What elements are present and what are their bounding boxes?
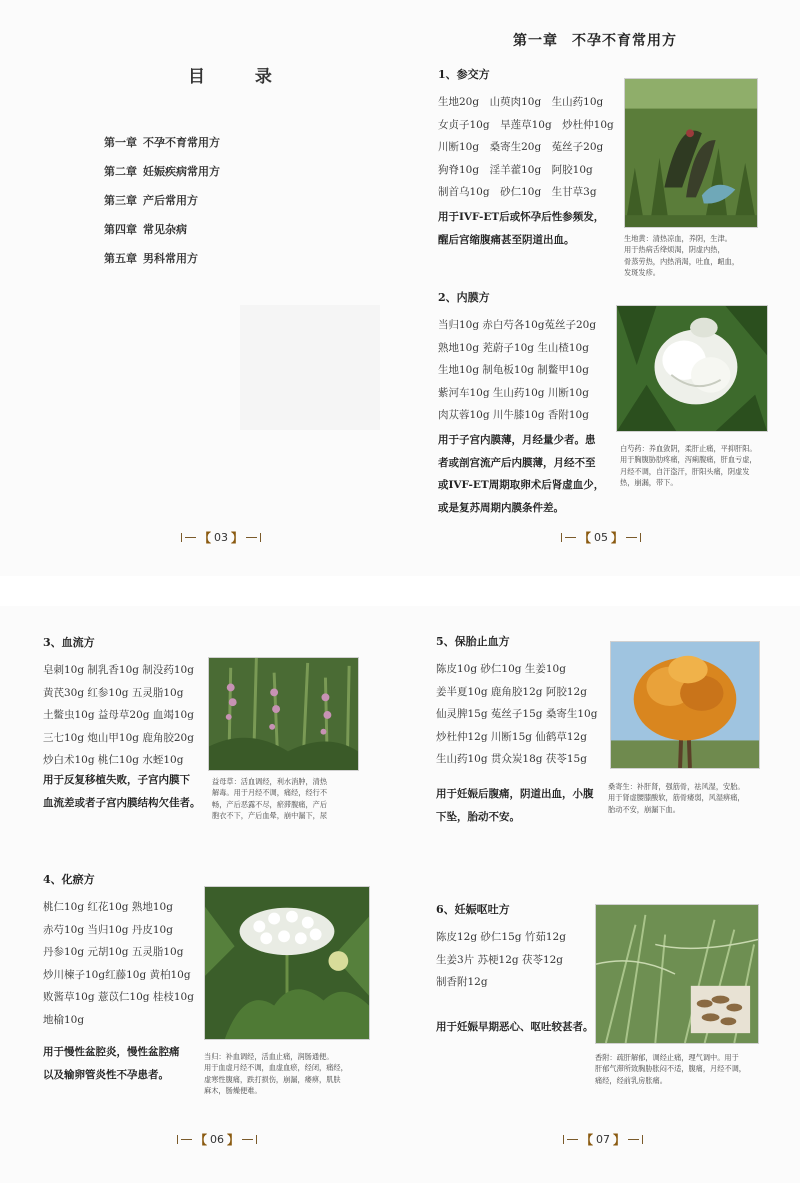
caption-line: 发斑发疹。: [624, 268, 660, 278]
ingredient-line: 三七10g 炮山甲10g 鹿角胶20g: [43, 731, 194, 744]
page-number: 【 06 】: [177, 1131, 257, 1148]
ingredient-line: 生地20g 山萸肉10g 生山药10g: [438, 96, 604, 108]
prescription-block: [43, 871, 194, 1031]
toc-chapter-label: 第二章: [104, 165, 137, 178]
caption-line: 痛经，经前乳房胀痛。: [595, 1075, 667, 1085]
usage-line: 用于妊娠早期恶心、呕吐较甚者。: [436, 1021, 594, 1033]
prescription-block: [438, 66, 614, 204]
ingredient-line: 炒川楝子10g红藤10g 黄柏10g: [43, 968, 191, 981]
toc-item[interactable]: [104, 244, 220, 273]
prescription-usage: [436, 1016, 594, 1039]
angelica-flower-photo: [204, 886, 370, 1040]
usage-line: 用于慢性盆腔炎，慢性盆腔痛: [43, 1046, 180, 1058]
toc-list: [104, 128, 220, 273]
usage-line: 用于IVF-ET后或怀孕后性参频发，: [438, 211, 605, 223]
toc-chapter-name: 不孕不育常用方: [143, 136, 220, 149]
bleed-through-shadow: [240, 305, 380, 430]
caption-line: 香附：疏肝解郁，调经止痛，理气调中。用于: [595, 1053, 739, 1062]
page-number-value: 05: [594, 531, 609, 544]
prescription-block: [43, 634, 194, 772]
white-peony-flower-photo: [616, 305, 768, 432]
ingredient-line: 熟地10g 茺蔚子10g 生山楂10g: [438, 341, 589, 354]
page-number-value: 06: [210, 1133, 225, 1146]
ingredient-line: 生姜3片 苏梗12g 茯苓12g: [436, 953, 564, 966]
page-06: [0, 606, 400, 1183]
usage-line: 用于反复移植失败，子宫内膜下: [43, 774, 190, 786]
ingredient-line: 皂刺10g 制乳香10g 制没药10g: [43, 664, 194, 676]
prescription-block: [438, 289, 596, 427]
usage-line: 以及输卵管炎性不孕患者。: [43, 1068, 169, 1081]
ingredient-line: 狗脊10g 淫羊藿10g 阿胶10g: [438, 163, 593, 176]
ingredient-line: 桃仁10g 红花10g 熟地10g: [43, 901, 173, 913]
caption-line: 热，崩漏，带下。: [620, 478, 678, 488]
page-number-value: 03: [214, 531, 229, 544]
ingredient-line: 仙灵脾15g 菟丝子15g 桑寄生10g: [436, 708, 598, 720]
usage-line: 或是复苏周期内膜条件差。: [438, 501, 564, 514]
caption-line: 麻木，肠燥便难。: [204, 1086, 262, 1096]
toc-chapter-label: 第四章: [104, 223, 137, 236]
prescription-title: 4、化瘀方: [43, 873, 95, 886]
ingredient-line: 黄芪30g 红参10g 五灵脂10g: [43, 686, 184, 699]
page-number: 【 05 】: [561, 529, 641, 546]
ingredient-line: 制首乌10g 砂仁10g 生甘草3g: [438, 186, 597, 198]
usage-line: 用于妊娠后腹痛，阴道出血，小腹: [436, 788, 594, 800]
page-07: [400, 606, 800, 1183]
cyperus-grass-photo: [595, 904, 759, 1044]
herb-caption: [608, 781, 778, 815]
prescription-usage: [436, 783, 594, 828]
caption-line: 胞衣不下，产后血晕，崩中漏下，尿: [212, 811, 328, 821]
page-number: 【 07 】: [563, 1131, 643, 1148]
caption-line: 当归：补血调经，活血止痛，润肠通便。: [204, 1052, 334, 1061]
herb-caption: [620, 443, 780, 489]
caption-line: 畅，产后恶露不尽，瘀滞腹痛，产后: [212, 799, 328, 809]
usage-line: 醒后宫缩腹痛甚至阴道出血。: [438, 233, 575, 246]
ingredient-line: 当归10g 赤白芍各10g菟丝子20g: [438, 319, 597, 331]
caption-line: 桑寄生：补肝肾，强筋骨，祛风湿，安胎。: [608, 782, 745, 791]
ingredient-line: 制香附12g: [436, 976, 488, 988]
herb-caption: [212, 776, 364, 822]
toc-item[interactable]: [104, 128, 220, 157]
page-gap: [0, 576, 800, 606]
usage-line: 血流差或者子宫内膜结构欠佳者。: [43, 796, 201, 809]
toc-item[interactable]: [104, 157, 220, 186]
usage-line: 者或剖宫流产后内膜薄，月经不至: [438, 456, 596, 469]
page-05: [400, 0, 800, 576]
ingredient-line: 女贞子10g 旱莲草10g 炒杜仲10g: [438, 118, 614, 131]
caption-line: 肝郁气滞所致胸胁胀闷不适，腹痛，月经不调，: [595, 1064, 746, 1074]
caption-line: 白芍药：养血敛阴，柔肝止痛，平抑肝阳。: [620, 444, 757, 453]
chapter-name: 不孕不育常用方: [572, 33, 677, 49]
caption-line: 解毒。用于月经不调，痛经，经行不: [212, 788, 328, 798]
ingredient-line: 川断10g 桑寄生20g 菟丝子20g: [438, 141, 604, 153]
caption-line: 用于胸腹胁肋疼痛，泻痢腹痛，肝血亏虚，: [620, 455, 757, 465]
motherwort-plant-photo: [208, 657, 359, 771]
caption-line: 月经不调，自汗盗汗，肝阳头痛，阴虚发: [620, 466, 750, 476]
prescription-usage: [43, 769, 201, 814]
ingredient-line: 炒杜仲12g 川断15g 仙鹤草12g: [436, 730, 587, 743]
caption-line: 生地黄：清热凉血，养阴，生津。: [624, 234, 732, 243]
caption-line: 虚寒性腹痛，跌打损伤，崩漏，痿痹，肌肤: [204, 1074, 341, 1084]
herb-caption: [624, 233, 774, 279]
prescription-usage: [43, 1041, 180, 1086]
toc-chapter-label: 第一章: [104, 136, 137, 149]
ingredient-line: 败酱草10g 薏苡仁10g 桂枝10g: [43, 991, 194, 1003]
rehmannia-plant-photo: [624, 78, 758, 228]
ingredient-line: 地榆10g: [43, 1013, 85, 1026]
chapter-number: 第一章: [513, 33, 558, 49]
usage-line: 下坠，胎动不安。: [436, 810, 520, 823]
toc-chapter-name: 妊娠疾病常用方: [143, 165, 220, 178]
toc-item[interactable]: [104, 186, 220, 215]
caption-line: 用于肾虚腰膝酸软，筋骨痿弱，风湿痹痛，: [608, 793, 745, 803]
herb-caption: [595, 1052, 773, 1086]
ingredient-line: 生山药10g 贯众炭18g 茯苓15g: [436, 753, 587, 765]
toc-chapter-name: 男科常用方: [143, 252, 198, 265]
toc-item[interactable]: [104, 215, 220, 244]
prescription-title: 5、保胎止血方: [436, 635, 510, 648]
ingredient-line: 肉苁蓉10g 川牛膝10g 香附10g: [438, 409, 589, 421]
prescription-title: 6、妊娠呕吐方: [436, 903, 510, 916]
caption-line: 用于血虚月经不调，血虚血瘀，经闭，痛经，: [204, 1063, 348, 1073]
ingredient-line: 丹参10g 元胡10g 五灵脂10g: [43, 946, 184, 958]
toc-chapter-label: 第五章: [104, 252, 137, 265]
usage-line: 用于子宫内膜薄，月经量少者。患: [438, 434, 596, 446]
toc-chapter-name: 产后常用方: [143, 194, 198, 207]
prescription-block: [436, 633, 597, 771]
ingredient-line: 陈皮12g 砂仁15g 竹茹12g: [436, 931, 566, 943]
ingredient-line: 炒白术10g 桃仁10g 水蛭10g: [43, 754, 184, 766]
prescription-block: [436, 901, 566, 994]
mistletoe-shrub-photo: [610, 641, 760, 769]
ingredient-line: 陈皮10g 砂仁10g 生姜10g: [436, 663, 566, 675]
caption-line: 胎动不安，崩漏下血。: [608, 804, 680, 814]
page-03-table-of-contents: [0, 0, 400, 576]
ingredient-line: 紫河车10g 生山药10g 川断10g: [438, 386, 589, 399]
page-number: 【 03 】: [181, 529, 261, 546]
toc-title: 目 录: [188, 67, 294, 87]
prescription-title: 1、参交方: [438, 68, 490, 81]
page-number-value: 07: [596, 1133, 611, 1146]
ingredient-line: 赤芍10g 当归10g 丹皮10g: [43, 923, 173, 936]
prescription-title: 3、血流方: [43, 636, 95, 649]
caption-line: 用于热病舌绛烦渴，阴虚内热，: [624, 245, 725, 255]
toc-chapter-name: 常见杂病: [143, 223, 187, 236]
chapter-heading: [513, 30, 677, 50]
prescription-usage: [438, 429, 604, 519]
usage-line: 或IVF-ET周期取卵术后肾虚血少，: [438, 479, 605, 491]
caption-line: 益母草：活血调经，利水消肿，清热: [212, 777, 328, 786]
herb-caption: [204, 1051, 372, 1097]
ingredient-line: 生地10g 制龟板10g 制鳖甲10g: [438, 364, 589, 376]
caption-line: 骨蒸劳热，内热消渴，吐血，衄血，: [624, 256, 740, 266]
prescription-usage: [438, 206, 604, 251]
prescription-title: 2、内膜方: [438, 291, 490, 304]
ingredient-line: 土鳖虫10g 益母草20g 血竭10g: [43, 709, 194, 721]
toc-chapter-label: 第三章: [104, 194, 137, 207]
ingredient-line: 姜半夏10g 鹿角胶12g 阿胶12g: [436, 685, 587, 698]
